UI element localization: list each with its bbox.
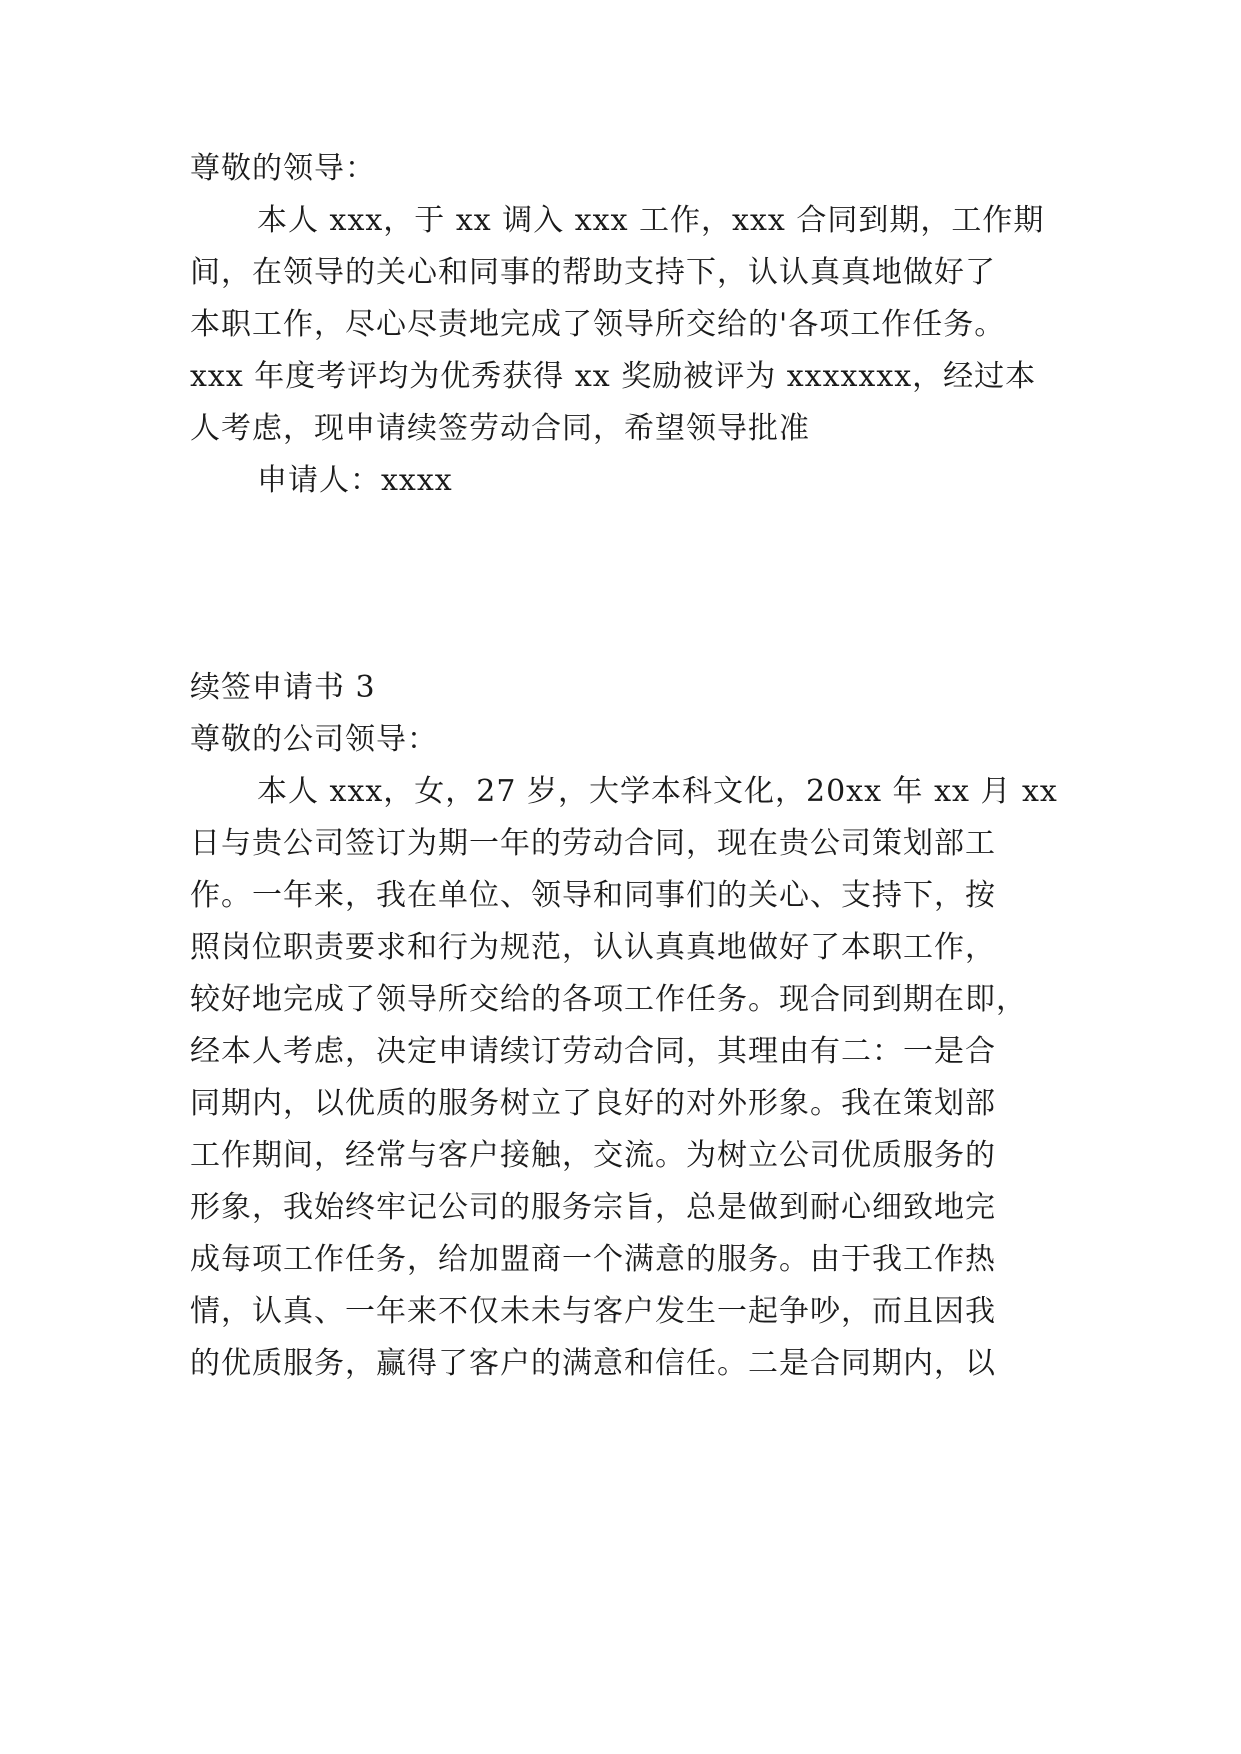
salutation: 尊敬的领导： bbox=[190, 151, 376, 186]
body-line: 情，认真、一年来不仅未未与客户发生一起争吵，而且因我 bbox=[190, 1294, 996, 1329]
body-line: 成每项工作任务，给加盟商一个满意的服务。由于我工作热 bbox=[190, 1242, 996, 1277]
body-line: 间，在领导的关心和同事的帮助支持下，认认真真地做好了 bbox=[190, 255, 996, 290]
section-title: 续签申请书 3 bbox=[190, 670, 376, 705]
body-line: 本人 xxx，女，27 岁，大学本科文化，20xx 年 xx 月 xx bbox=[257, 774, 1058, 809]
body-line: xxx 年度考评均为优秀获得 xx 奖励被评为 xxxxxxx，经过本 bbox=[190, 359, 1037, 394]
body-line: 形象，我始终牢记公司的服务宗旨，总是做到耐心细致地完 bbox=[190, 1190, 996, 1225]
body-line: 日与贵公司签订为期一年的劳动合同，现在贵公司策划部工 bbox=[190, 826, 996, 861]
body-line: 本人 xxx，于 xx 调入 xxx 工作，xxx 合同到期，工作期 bbox=[257, 203, 1045, 238]
body-line: 同期内，以优质的服务树立了良好的对外形象。我在策划部 bbox=[190, 1086, 996, 1121]
body-line: 的优质服务，赢得了客户的满意和信任。二是合同期内，以 bbox=[190, 1346, 996, 1381]
salutation: 尊敬的公司领导： bbox=[190, 722, 438, 757]
body-line: 照岗位职责要求和行为规范，认认真真地做好了本职工作， bbox=[190, 930, 996, 965]
signature: 申请人：xxxx bbox=[257, 463, 453, 498]
body-line: 经本人考虑，决定申请续订劳动合同，其理由有二：一是合 bbox=[190, 1034, 996, 1069]
body-line: 人考虑，现申请续签劳动合同，希望领导批准 bbox=[190, 411, 810, 446]
body-line: 作。一年来，我在单位、领导和同事们的关心、支持下，按 bbox=[190, 878, 996, 913]
body-line: 工作期间，经常与客户接触，交流。为树立公司优质服务的 bbox=[190, 1138, 996, 1173]
body-line: 本职工作，尽心尽责地完成了领导所交给的'各项工作任务。 bbox=[190, 307, 1006, 342]
body-line: 较好地完成了领导所交给的各项工作任务。现合同到期在即， bbox=[190, 982, 1027, 1017]
